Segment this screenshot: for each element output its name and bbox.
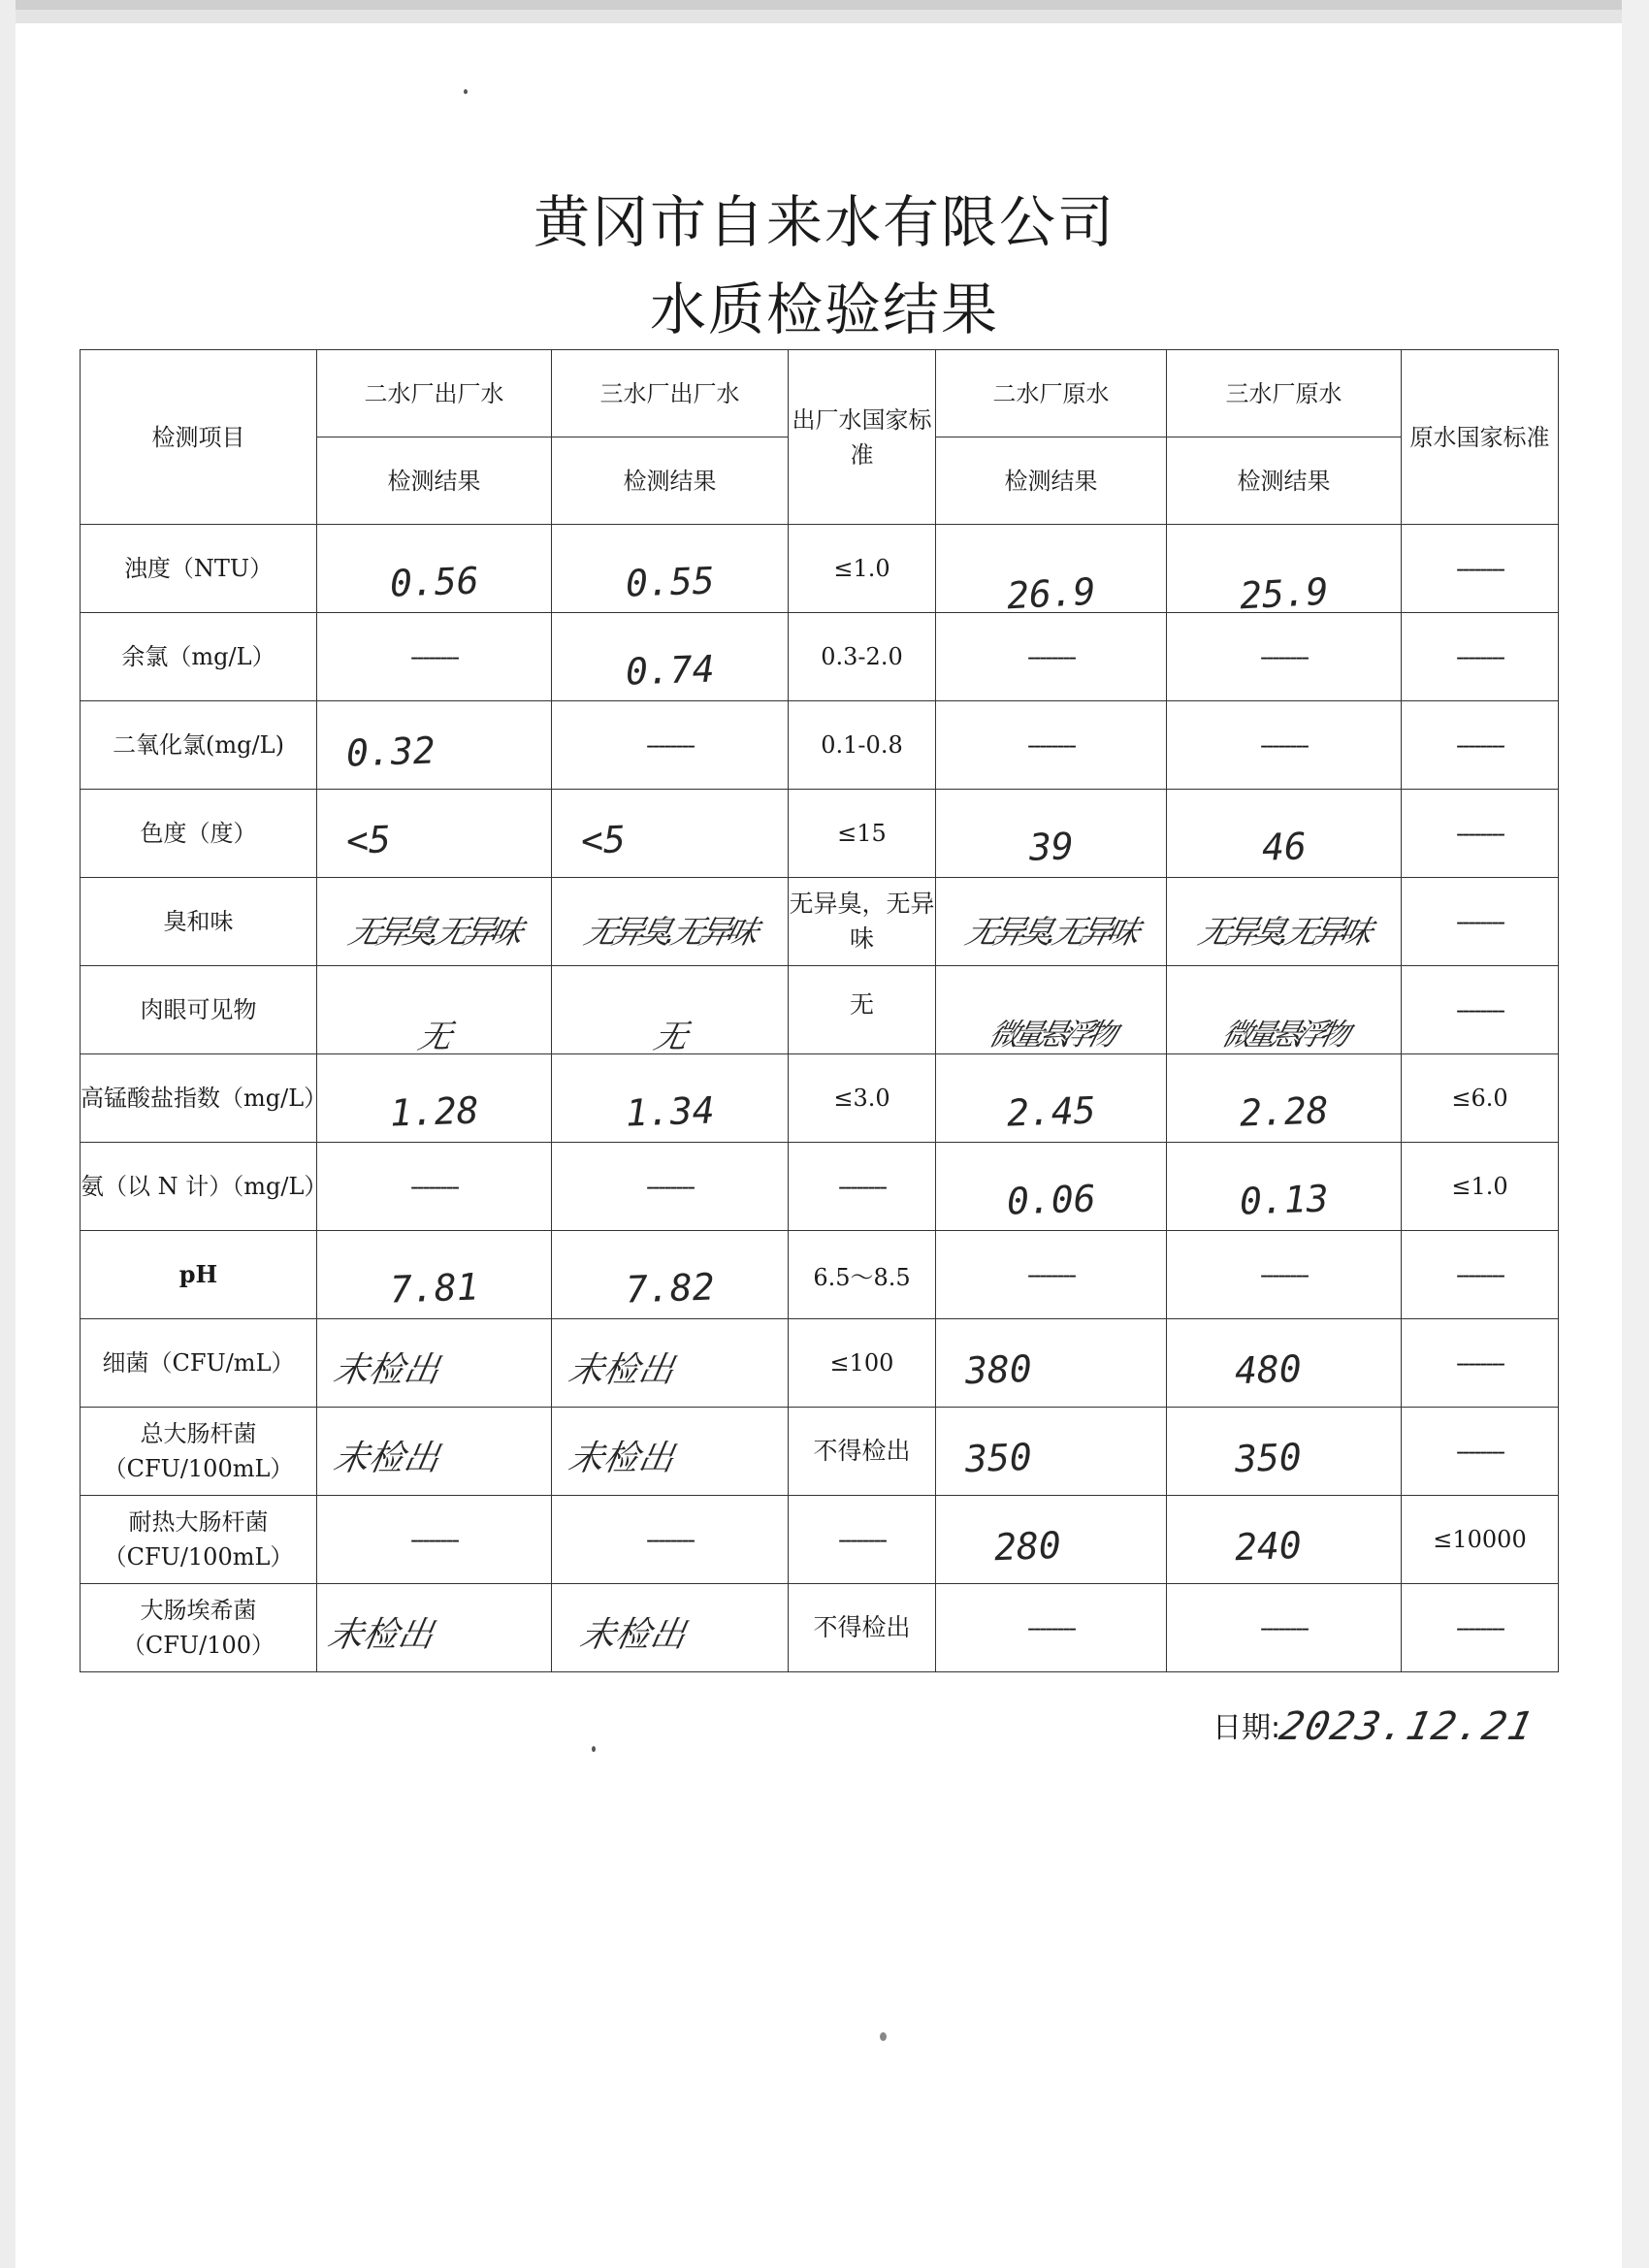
- out-std-value: ≤100: [789, 1319, 936, 1408]
- table-row: [81, 1408, 1559, 1496]
- handwritten-value: 7.81: [388, 1265, 479, 1312]
- plant3-raw-value: [1167, 1319, 1402, 1408]
- table-row: [81, 790, 1559, 878]
- handwritten-value: <5: [345, 818, 392, 862]
- plant2-raw-value: [936, 1054, 1167, 1143]
- plant3-raw-value: [1167, 966, 1402, 1054]
- table-row: [81, 701, 1559, 790]
- table-row: [81, 1496, 1559, 1584]
- plant3-out-value: [552, 1231, 789, 1319]
- plant2-raw-value: [936, 790, 1167, 878]
- item-label: 肉眼可见物: [81, 966, 317, 1054]
- plant2-out-value: [317, 1231, 552, 1319]
- plant3-raw-value: --------: [1167, 1231, 1402, 1319]
- out-std-value: ≤15: [789, 790, 936, 878]
- handwritten-value: 无异臭.无异味: [580, 912, 759, 951]
- plant2-out-value: [317, 525, 552, 613]
- handwritten-value: 微量悬浮物: [1217, 1017, 1348, 1053]
- plant2-raw-value: [936, 525, 1167, 618]
- plant2-out-value: [317, 701, 552, 790]
- handwritten-value: 未检出: [324, 1615, 437, 1655]
- out-std-value: ≤3.0: [789, 1054, 936, 1143]
- plant2-raw-value: --------: [936, 1231, 1167, 1319]
- handwritten-value: 26.9: [1005, 569, 1097, 618]
- header-plant2-out: 二水厂出厂水: [317, 350, 552, 437]
- raw-std-value: ≤10000: [1402, 1496, 1559, 1584]
- handwritten-value: 未检出: [330, 1350, 443, 1390]
- results-table: [80, 349, 1559, 1672]
- plant2-raw-value: [936, 1319, 1167, 1408]
- item-label: 细菌（CFU/mL）: [81, 1319, 317, 1408]
- handwritten-value: 0.74: [624, 647, 715, 694]
- plant2-out-value: [317, 1584, 552, 1672]
- item-label: 臭和味: [81, 878, 317, 966]
- handwritten-value: 无异臭.无异味: [961, 912, 1140, 951]
- plant3-raw-value: [1167, 1408, 1402, 1496]
- plant2-raw-value: [936, 966, 1167, 1054]
- handwritten-value: 380: [964, 1346, 1033, 1393]
- raw-std-value: --------: [1402, 966, 1559, 1054]
- date-label: 日期:: [1212, 1711, 1281, 1745]
- item-label: 氨（以 N 计）（mg/L）: [81, 1143, 317, 1231]
- plant3-raw-value: [1167, 790, 1402, 878]
- header-row: [81, 350, 1559, 437]
- out-std-value: 无: [789, 966, 936, 1054]
- plant3-raw-value: --------: [1167, 701, 1402, 790]
- handwritten-value: 7.82: [624, 1265, 715, 1312]
- header-raw-std: 原水国家标准: [1402, 350, 1559, 525]
- handwritten-value: 无异臭.无异味: [1194, 912, 1373, 951]
- plant2-out-value: --------: [317, 613, 552, 701]
- out-std-value: 无异臭，无异味: [789, 878, 936, 966]
- item-label: 高锰酸盐指数（mg/L）: [81, 1054, 317, 1143]
- handwritten-value: 2.45: [1005, 1088, 1096, 1135]
- report-title: 水质检验结果: [649, 276, 999, 342]
- table-row: [81, 1143, 1559, 1231]
- handwritten-value: 未检出: [565, 1439, 678, 1478]
- plant2-out-value: --------: [317, 1143, 552, 1231]
- raw-std-value: --------: [1402, 878, 1559, 966]
- plant3-out-value: [552, 525, 789, 613]
- out-std-value: 0.3-2.0: [789, 613, 936, 701]
- plant3-out-value: [552, 1408, 789, 1496]
- plant2-out-value: [317, 1319, 552, 1408]
- raw-std-value: --------: [1402, 1231, 1559, 1319]
- handwritten-value: 240: [1234, 1523, 1303, 1570]
- table-row: [81, 966, 1559, 1054]
- item-label: pH: [81, 1231, 317, 1319]
- out-std-value: 0.1-0.8: [789, 701, 936, 790]
- handwritten-value: <5: [580, 818, 627, 862]
- out-std-value: 不得检出: [789, 1584, 936, 1672]
- plant2-out-value: [317, 790, 552, 878]
- item-label: 色度（度）: [81, 790, 317, 878]
- plant3-raw-value: [1167, 525, 1402, 618]
- handwritten-value: 0.55: [624, 559, 715, 605]
- plant3-raw-value: --------: [1167, 613, 1402, 701]
- plant2-raw-value: --------: [936, 613, 1167, 701]
- header-plant3-raw: 三水厂原水: [1167, 350, 1402, 437]
- handwritten-value: 350: [1234, 1435, 1303, 1481]
- table-row: [81, 1231, 1559, 1319]
- header-plant3-out: 三水厂出厂水: [552, 350, 789, 437]
- plant3-out-value: [552, 966, 789, 1054]
- report-date: [1212, 1702, 1538, 1749]
- plant2-out-value: [317, 1408, 552, 1496]
- item-label: 二氧化氯(mg/L): [81, 701, 317, 790]
- item-label: 浊度（NTU）: [81, 525, 317, 613]
- plant3-raw-value: [1167, 878, 1402, 966]
- plant2-raw-value: [936, 878, 1167, 966]
- plant2-out-value: --------: [317, 1496, 552, 1584]
- handwritten-value: 46: [1260, 825, 1308, 869]
- plant3-raw-value: [1167, 1143, 1402, 1231]
- table-row: [81, 1584, 1559, 1672]
- plant2-out-value: [317, 966, 552, 1054]
- handwritten-value: 未检出: [565, 1350, 678, 1390]
- handwritten-value: 无: [650, 1017, 689, 1056]
- plant3-out-value: [552, 878, 789, 966]
- out-std-value: --------: [789, 1496, 936, 1584]
- plant3-out-value: [552, 613, 789, 701]
- handwritten-value: 280: [993, 1523, 1062, 1570]
- handwritten-value: 无: [414, 1017, 453, 1056]
- raw-std-value: --------: [1402, 1584, 1559, 1672]
- out-std-value: --------: [789, 1143, 936, 1231]
- raw-std-value: --------: [1402, 1408, 1559, 1496]
- table-row: [81, 525, 1559, 613]
- handwritten-value: 微量悬浮物: [985, 1017, 1116, 1053]
- raw-std-value: ≤6.0: [1402, 1054, 1559, 1143]
- out-std-value: 不得检出: [789, 1408, 936, 1496]
- plant2-raw-value: --------: [936, 1584, 1167, 1672]
- subheader-result: 检测结果: [1167, 437, 1402, 525]
- company-title: 黄冈市自来水有限公司: [533, 189, 1116, 255]
- handwritten-value: 0.13: [1238, 1177, 1329, 1223]
- plant3-out-value: [552, 1319, 789, 1408]
- plant2-raw-value: [936, 1496, 1167, 1584]
- header-plant2-raw: 二水厂原水: [936, 350, 1167, 437]
- item-label: 总大肠杆菌（CFU/100mL）: [81, 1408, 317, 1496]
- plant2-raw-value: --------: [936, 701, 1167, 790]
- handwritten-value: 25.9: [1238, 569, 1330, 618]
- subheader-result: 检测结果: [317, 437, 552, 525]
- handwritten-value: 0.56: [388, 559, 479, 605]
- handwritten-value: 350: [964, 1435, 1033, 1481]
- header-item: 检测项目: [81, 350, 317, 525]
- plant2-out-value: [317, 878, 552, 966]
- item-label: 余氯（mg/L）: [81, 613, 317, 701]
- raw-std-value: --------: [1402, 613, 1559, 701]
- handwritten-value: 2.28: [1238, 1088, 1329, 1135]
- plant3-out-value: [552, 790, 789, 878]
- handwritten-value: 未检出: [576, 1615, 690, 1655]
- raw-std-value: --------: [1402, 790, 1559, 878]
- handwritten-value: 0.32: [345, 729, 436, 775]
- item-label: 耐热大肠杆菌（CFU/100mL）: [81, 1496, 317, 1584]
- raw-std-value: --------: [1402, 525, 1559, 613]
- scan-speck: [880, 2032, 887, 2041]
- plant3-raw-value: [1167, 1054, 1402, 1143]
- header-out-std: 出厂水国家标准: [789, 350, 936, 525]
- raw-std-value: ≤1.0: [1402, 1143, 1559, 1231]
- handwritten-value: 1.34: [624, 1088, 715, 1135]
- handwritten-value: 39: [1027, 825, 1075, 869]
- table-row: [81, 878, 1559, 966]
- handwritten-value: 无异臭.无异味: [344, 912, 523, 951]
- raw-std-value: --------: [1402, 701, 1559, 790]
- plant3-out-value: --------: [552, 1143, 789, 1231]
- raw-std-value: --------: [1402, 1319, 1559, 1408]
- plant3-out-value: [552, 1054, 789, 1143]
- plant3-raw-value: [1167, 1496, 1402, 1584]
- date-value: 2023.12.21: [1276, 1704, 1538, 1749]
- item-label: 大肠埃希菌（CFU/100）: [81, 1584, 317, 1672]
- out-std-value: 6.5～8.5: [789, 1231, 936, 1319]
- subheader-result: 检测结果: [552, 437, 789, 525]
- handwritten-value: 1.28: [388, 1088, 479, 1135]
- handwritten-value: 未检出: [330, 1439, 443, 1478]
- plant3-out-value: [552, 1584, 789, 1672]
- plant2-raw-value: [936, 1143, 1167, 1231]
- scan-speck: [464, 89, 468, 94]
- table-row: [81, 613, 1559, 701]
- table-row: [81, 1054, 1559, 1143]
- plant3-out-value: --------: [552, 701, 789, 790]
- table-row: [81, 1319, 1559, 1408]
- handwritten-value: 0.06: [1005, 1177, 1096, 1223]
- plant3-raw-value: --------: [1167, 1584, 1402, 1672]
- handwritten-value: 480: [1234, 1346, 1303, 1393]
- plant2-out-value: [317, 1054, 552, 1143]
- plant2-raw-value: [936, 1408, 1167, 1496]
- plant3-out-value: --------: [552, 1496, 789, 1584]
- out-std-value: ≤1.0: [789, 525, 936, 613]
- subheader-result: 检测结果: [936, 437, 1167, 525]
- scan-speck: [592, 1746, 596, 1752]
